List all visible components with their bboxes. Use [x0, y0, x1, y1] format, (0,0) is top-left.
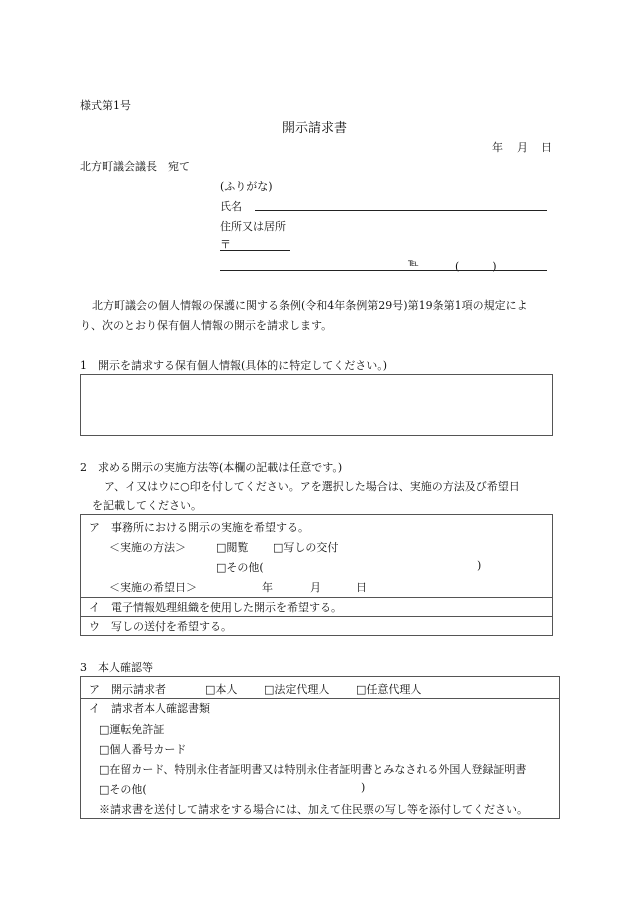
tel-paren: ( )	[455, 260, 497, 273]
drivers-license-checkbox[interactable]: □運転免許証	[99, 723, 165, 736]
requester-label: ア 開示請求者	[89, 683, 166, 696]
id-docs-label: イ 請求者本人確認書類	[89, 702, 210, 715]
self-checkbox[interactable]: □本人	[205, 683, 238, 696]
section3-box	[80, 676, 560, 819]
option-u[interactable]: ウ 写しの送付を希望する。	[89, 620, 232, 633]
intro-line-1: 北方町議会の個人情報の保護に関する条例(令和4年条例第29号)第19条第1項の規定によ	[92, 299, 528, 312]
view-checkbox[interactable]: □閲覧	[216, 541, 249, 554]
intro-line-2: り、次のとおり保有個人情報の開示を請求します。	[80, 319, 333, 332]
other-doc-close: )	[361, 781, 366, 794]
legal-agent-checkbox[interactable]: □法定代理人	[264, 683, 330, 696]
date-label: ＜実施の希望日＞	[109, 581, 197, 594]
form-number: 様式第1号	[80, 99, 131, 112]
option-i[interactable]: イ 電子情報処理組織を使用した開示を希望する。	[89, 601, 342, 614]
section3-heading: 3 本人確認等	[80, 661, 153, 674]
section2-heading: 2 求める開示の実施方法等(本欄の記載は任意です。)	[80, 461, 343, 474]
date-year-label: 年	[492, 141, 503, 154]
other-method-close: )	[477, 559, 482, 572]
page-title: 開示請求書	[282, 121, 348, 136]
name-field[interactable]	[255, 210, 547, 211]
divider	[81, 616, 552, 617]
postal-mark: 〒	[220, 238, 231, 251]
residence-card-checkbox[interactable]: □在留カード、特別永住者証明書又は特別永住者証明書とみなされる外国人登録証明書	[99, 763, 527, 776]
section1-info-box[interactable]	[80, 374, 553, 436]
divider	[81, 698, 559, 699]
mail-note: ※請求書を送付して請求をする場合には、加えて住民票の写し等を添付してください。	[99, 803, 528, 816]
section2-note-2: を記載してください。	[92, 499, 202, 512]
address-tel-field[interactable]	[220, 270, 547, 271]
address-label: 住所又は居所	[220, 220, 286, 233]
other-method-checkbox[interactable]: □その他(	[216, 561, 264, 574]
section2-note-1: ア、イ又はウに○印を付してください。アを選択した場合は、実施の方法及び希望日	[104, 480, 520, 493]
name-label: 氏名	[220, 200, 242, 213]
option-a[interactable]: ア 事務所における開示の実施を希望する。	[89, 521, 309, 534]
date-day-label: 日	[541, 141, 552, 154]
date-month-label: 月	[517, 141, 528, 154]
addressee: 北方町議会議長 宛て	[80, 160, 190, 173]
hope-day-label: 日	[356, 581, 367, 594]
other-doc-checkbox[interactable]: □その他(	[99, 783, 147, 796]
hope-year-label: 年	[262, 581, 273, 594]
copy-checkbox[interactable]: □写しの交付	[273, 541, 339, 554]
hope-month-label: 月	[310, 581, 321, 594]
divider	[81, 597, 552, 598]
furigana-label: (ふりがな)	[220, 180, 273, 193]
tel-label: ℡	[408, 258, 419, 269]
voluntary-agent-checkbox[interactable]: □任意代理人	[356, 683, 422, 696]
postal-code-field[interactable]	[220, 250, 290, 251]
section1-heading: 1 開示を請求する保有個人情報(具体的に特定してください。)	[80, 359, 388, 372]
section2-box	[80, 514, 553, 636]
my-number-card-checkbox[interactable]: □個人番号カード	[99, 743, 187, 756]
method-label: ＜実施の方法＞	[109, 541, 186, 554]
